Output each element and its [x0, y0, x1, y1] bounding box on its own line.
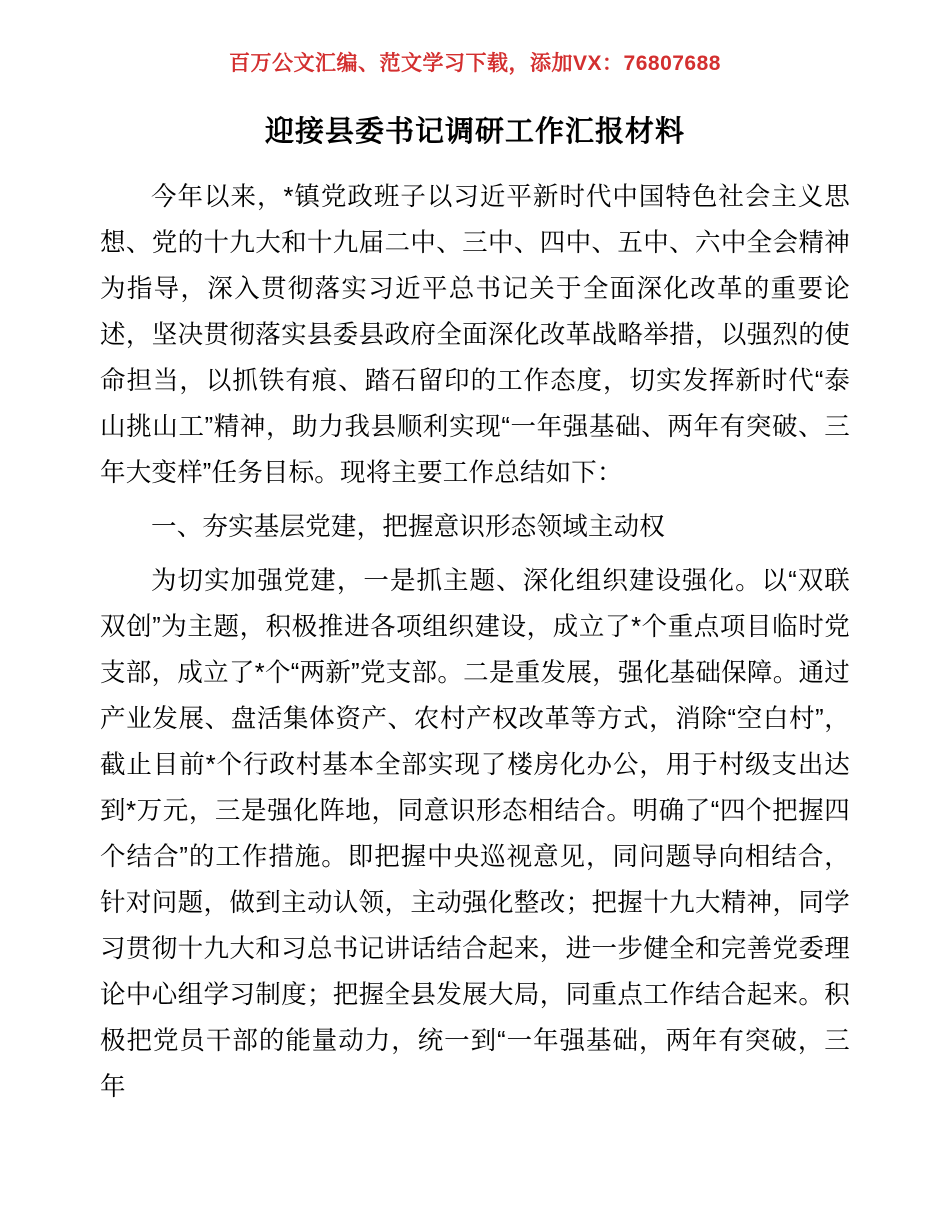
paragraph-intro: 今年以来，*镇党政班子以习近平新时代中国特色社会主义思想、党的十九大和十九届二中、三中、四中、五中、六中全会精神为指导，深入贯彻落实习近平总书记关于全面深化改革的重要论述，坚决贯彻落实县委县政府全面深化改革战略举措，以强烈的使命担当，以抓铁有痕、踏石留印的工作态度，切实发挥新时代“泰山挑山工”精神，助力我县顺利实现“一年强基础、两年有突破、三年大变样”任务目标。现将主要工作总结如下：	[100, 183, 850, 487]
paragraph-section-1-body: 为切实加强党建，一是抓主题、深化组织建设强化。以“双联双创”为主题，积极推进各项组织建设，成立了*个重点项目临时党支部，成立了*个“两新”党支部。二是重发展，强化基础保障。通过产业发展、盘活集体资产、农村产权改革等方式，消除“空白村”，截止目前*个行政村基本全部实现了楼房化办公，用于村级支出达到*万元，三是强化阵地，同意识形态相结合。明确了“四个把握四个结合”的工作措施。即把握中央巡视意见，同问题导向相结合，针对问题，做到主动认领，主动强化整改；把握十九大精神，同学习贯彻十九大和习总书记讲话结合起来，进一步健全和完善党委理论中心组学习制度；把握全县发展大局，同重点工作结合起来。积极把党员干部的能量动力，统一到“一年强基础，两年有突破，三年	[100, 567, 850, 1101]
page-title: 迎接县委书记调研工作汇报材料	[264, 116, 685, 148]
section-heading-1: 一、夯实基层党建，把握意识形态领域主动权	[151, 513, 666, 541]
promo-banner: 百万公文汇编、范文学习下载，添加VX：76807688	[229, 52, 721, 75]
